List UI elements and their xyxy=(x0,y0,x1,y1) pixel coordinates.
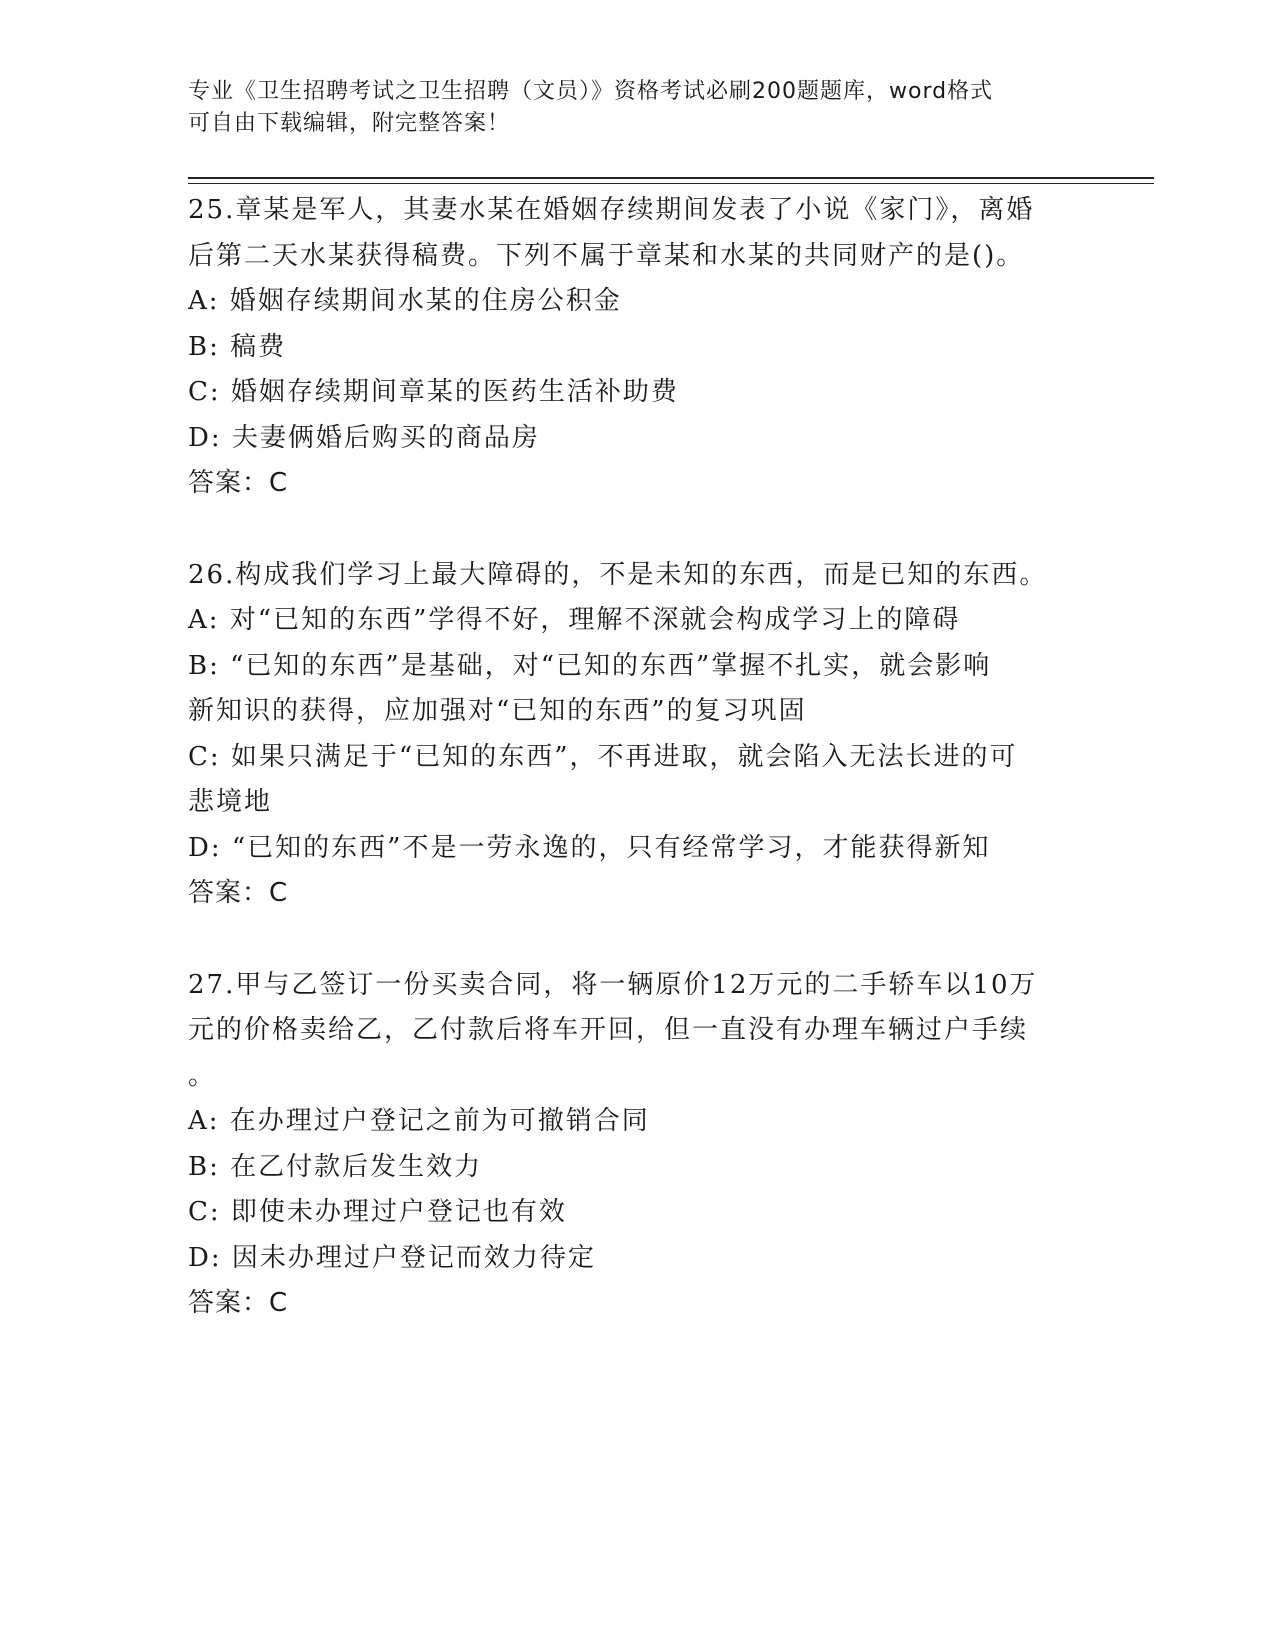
question-stem-line: 27.甲与乙签订一份买卖合同，将一辆原价12万元的二手轿车以10万 xyxy=(188,969,1038,1000)
option-a: A: 对“已知的东西”学得不好，理解不深就会构成学习上的障碍 xyxy=(188,605,961,635)
question-25 xyxy=(188,188,1088,507)
question-stem-line: 26.构成我们学习上最大障碍的，不是未知的东西，而是已知的东西。 xyxy=(188,559,1048,590)
question-27 xyxy=(188,963,1088,1327)
option-c: C: 即使未办理过户登记也有效 xyxy=(188,1197,567,1227)
answer: 答案：C xyxy=(188,1288,289,1318)
document-header xyxy=(188,76,1088,140)
answer: 答案：C xyxy=(188,468,289,498)
option-c: C: 婚姻存续期间章某的医药生活补助费 xyxy=(188,377,679,407)
question-stem-line: 后第二天水某获得稿费。下列不属于章某和水某的共同财产的是()。 xyxy=(188,240,1025,271)
option-b: B: 在乙付款后发生效力 xyxy=(188,1151,483,1182)
option-c: C: 如果只满足于“已知的东西”，不再进取，就会陷入无法长进的可 xyxy=(188,741,1018,772)
header-divider-thick xyxy=(188,177,1154,179)
option-c-continued: 悲境地 xyxy=(188,787,273,817)
question-26 xyxy=(188,553,1088,917)
answer: 答案：C xyxy=(188,878,289,908)
option-d: D: 夫妻俩婚后购买的商品房 xyxy=(188,422,540,453)
option-b: B: 稿费 xyxy=(188,331,287,362)
question-list xyxy=(188,188,1088,1373)
question-stem-line: 25.章某是军人，其妻水某在婚姻存续期间发表了小说《家门》，离婚 xyxy=(188,195,1035,225)
option-a: A: 在办理过户登记之前为可撤销合同 xyxy=(188,1106,650,1136)
question-stem-line: 。 xyxy=(188,1060,217,1091)
option-d: D: 因未办理过户登记而效力待定 xyxy=(188,1242,596,1273)
header-line: 专业《卫生招聘考试之卫生招聘（文员）》资格考试必刷200题题库，word格式 xyxy=(188,79,994,104)
option-b: B: “已知的东西”是基础，对“已知的东西”掌握不扎实，就会影响 xyxy=(188,650,992,681)
question-stem-line: 元的价格卖给乙，乙付款后将车开回，但一直没有办理车辆过户手续 xyxy=(188,1015,1029,1045)
option-d: D: “已知的东西”不是一劳永逸的，只有经常学习，才能获得新知 xyxy=(188,832,991,863)
option-a: A: 婚姻存续期间水某的住房公积金 xyxy=(188,286,622,316)
option-b-continued: 新知识的获得，应加强对“已知的东西”的复习巩固 xyxy=(188,696,807,726)
header-line: 可自由下载编辑，附完整答案！ xyxy=(188,111,511,136)
header-divider-thin xyxy=(188,183,1154,184)
